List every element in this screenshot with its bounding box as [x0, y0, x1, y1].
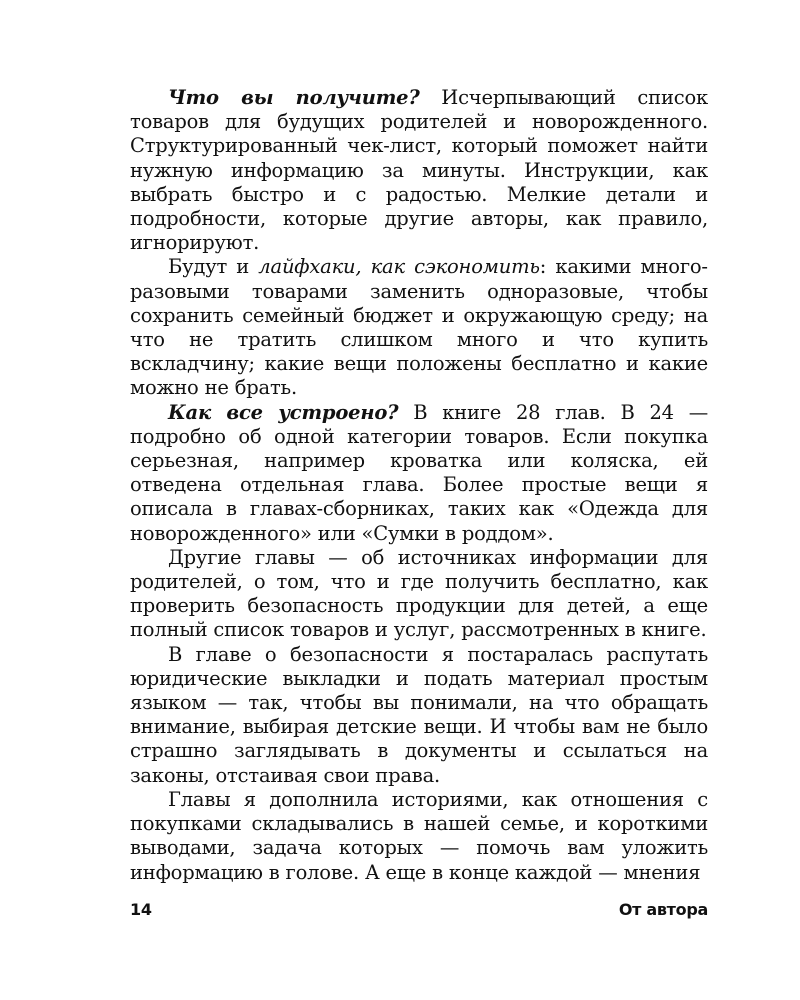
paragraph-text: Другие главы — об источниках информации для родителей, о том, что и где получить бесплатно, как проверить безопасность продукции для детей, а еще полный список товаров и услуг, рассмотренных в книге.	[130, 545, 708, 642]
paragraph-structure	[130, 401, 708, 546]
paragraph-safety	[130, 643, 708, 788]
paragraph-text: : какими многоразовыми товарами заменить одноразовые, чтобы сохранить семейный бюджет и окружающую среду; на что не тратить слишком много и что купить вскладчину; какие вещи положены бесплатно и какие можно не брать.	[130, 255, 708, 400]
running-head: От автора	[618, 900, 708, 919]
paragraph-what-you-get	[130, 86, 708, 255]
paragraph-text: В главе о безопасности я постаралась распутать юридические выкладки и подать материал простым языком — так, чтобы вы понимали, на что обращать внимание, выбирая детские вещи. И чтобы вам не было страшно заглядывать в документы и ссылаться на законы, отстаивая свои права.	[130, 642, 708, 787]
lead-question: Как все устроено?	[168, 400, 399, 424]
body-text	[130, 86, 708, 885]
emphasis-text: лайфхаки, как сэкономить	[258, 255, 540, 279]
page-number: 14	[130, 900, 152, 919]
lead-question: Что вы получите?	[168, 86, 420, 109]
paragraph-text: В книге 28 глав. В 24 — подробно об одной категории товаров. Если покупка серьезная, например кроватка или коляска, ей отведена отдельная глава. Более простые вещи я описала в главах-сборниках, таких как «Одежда для новорожденного» или «Сумки в роддом».	[130, 400, 708, 545]
paragraph-text: Главы я дополнила историями, как отношения с покупками складывались в нашей семье, и короткими выводами, задача которых — помочь вам уложить информацию в голове. А еще в конце каждой — мнения	[130, 787, 708, 884]
paragraph-text: Исчерпывающий список товаров для будущих родителей и новорожденного. Структурированный чек-лист, который поможет найти нужную информацию за минуты. Инструкции, как выбрать быстро и с радостью. Мелкие детали и подробности, которые другие авторы, как правило, игнорируют.	[130, 86, 708, 255]
paragraph-other-chapters	[130, 546, 708, 643]
paragraph-stories	[130, 788, 708, 885]
paragraph-text: Будут и	[168, 255, 259, 279]
paragraph-lifehacks	[130, 255, 708, 400]
